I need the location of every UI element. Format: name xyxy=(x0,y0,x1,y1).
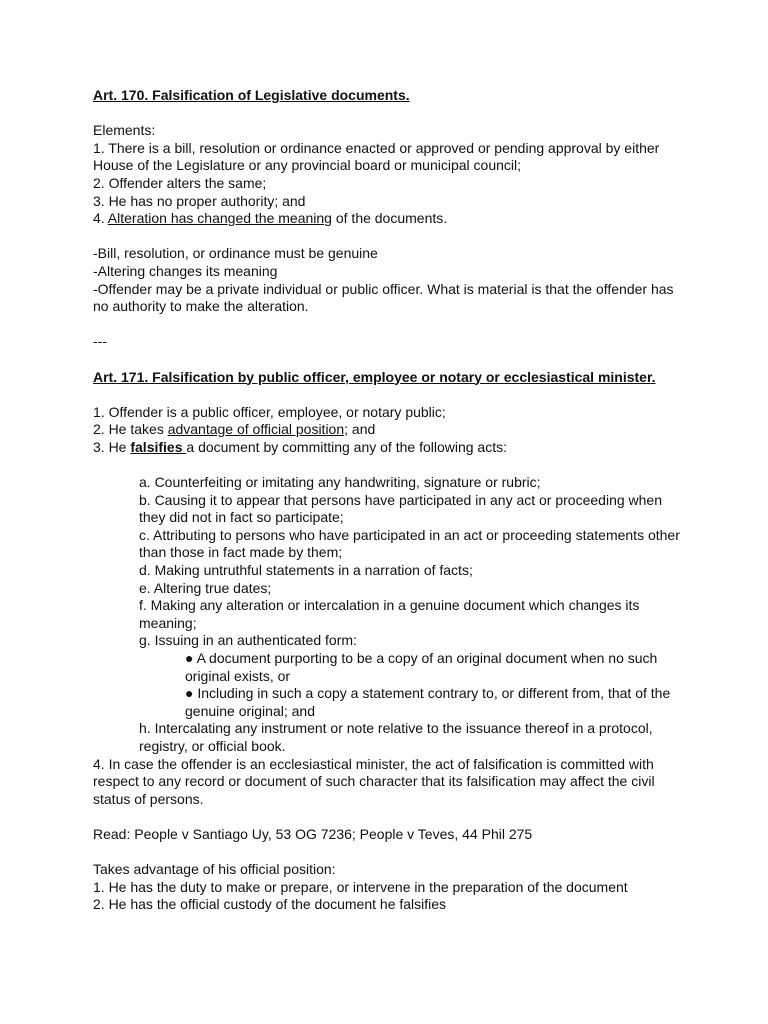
art171-act-d: d. Making untruthful statements in a narration of facts; xyxy=(139,562,473,579)
art171-act-g-bullet-1: ● A document purporting to be a copy of an original document when no such original exists, or xyxy=(185,650,658,684)
art171-element-3-bold: falsifies xyxy=(130,438,187,455)
spacer xyxy=(93,316,683,334)
art170-heading: Art. 170. Falsification of Legislative documents. xyxy=(93,87,410,103)
art171-element-3-prefix: 3. He xyxy=(93,438,131,455)
art170-elements-label: Elements: xyxy=(93,122,156,139)
art170-element-4-underlined: Alteration has changed the meaning xyxy=(107,210,332,227)
art171-act-b: b. Causing it to appear that persons have participated in any act or proceeding when they did not in fact so participate; xyxy=(139,491,662,526)
art171-element-2 xyxy=(93,421,683,439)
art171-element-1: 1. Offender is a public officer, employee, or notary public; xyxy=(93,403,446,420)
art171-element-4: 4. In case the offender is an ecclesiastical minister, the act of falsification is committed with respect to any record or document of such character that its falsification may affect the civil status of persons. xyxy=(93,755,655,807)
spacer xyxy=(93,228,683,246)
art170-note-1: -Bill, resolution, or ordinance must be genuine xyxy=(93,245,378,262)
art170-element-4-suffix: of the documents. xyxy=(331,210,448,227)
art170-element-4-prefix: 4. xyxy=(93,210,108,227)
art170-element-3: 3. He has no proper authority; and xyxy=(93,192,306,209)
art171-act-g-bullet-2: ● Including in such a copy a statement contrary to, or different from, that of the genuine original; and xyxy=(185,685,671,719)
art171-act-h: h. Intercalating any instrument or note relative to the issuance thereof in a protocol, registry, or official book. xyxy=(139,720,653,754)
document-body xyxy=(93,87,683,914)
spacer xyxy=(93,844,683,862)
art171-act-f: f. Making any alteration or intercalation in a genuine document which changes its meaning; xyxy=(139,597,640,631)
spacer xyxy=(93,386,683,404)
art171-element-2-suffix: ; and xyxy=(344,421,376,438)
art171-official-position-2: 2. He has the official custody of the document he falsifies xyxy=(93,896,447,913)
section-separator: --- xyxy=(93,333,107,350)
art171-element-2-underlined: advantage of official position xyxy=(167,421,345,438)
spacer xyxy=(93,351,683,369)
art171-read-reference: Read: People v Santiago Uy, 53 OG 7236; People v Teves, 44 Phil 275 xyxy=(93,825,533,842)
spacer xyxy=(93,105,683,123)
art171-act-g: g. Issuing in an authenticated form: xyxy=(139,632,357,649)
art170-note-2: -Altering changes its meaning xyxy=(93,262,278,279)
art171-official-position-label: Takes advantage of his official position: xyxy=(93,861,336,878)
art171-element-2-prefix: 2. He takes xyxy=(93,421,168,438)
art170-note-3: -Offender may be a private individual or public officer. What is material is that the offender has no authority to make the alteration. xyxy=(93,280,674,315)
art170-element-2: 2. Offender alters the same; xyxy=(93,174,267,191)
art171-act-c: c. Attributing to persons who have participated in an act or proceeding statements other than those in fact made by them; xyxy=(139,526,680,561)
art171-heading: Art. 171. Falsification by public officer, employee or notary or ecclesiastical minister. xyxy=(93,368,656,385)
art171-element-3 xyxy=(93,439,683,457)
spacer xyxy=(93,456,683,474)
art171-act-e: e. Altering true dates; xyxy=(139,579,272,596)
art171-element-3-suffix: a document by committing any of the following acts: xyxy=(186,438,507,455)
art170-element-4 xyxy=(93,210,683,228)
spacer xyxy=(93,808,683,826)
art170-element-1: 1. There is a bill, resolution or ordinance enacted or approved or pending approval by either House of the Legislature or any provincial board or municipal council; xyxy=(93,139,660,174)
art171-act-a: a. Counterfeiting or imitating any handwriting, signature or rubric; xyxy=(139,474,541,491)
art171-official-position-1: 1. He has the duty to make or prepare, or intervene in the preparation of the document xyxy=(93,878,628,895)
